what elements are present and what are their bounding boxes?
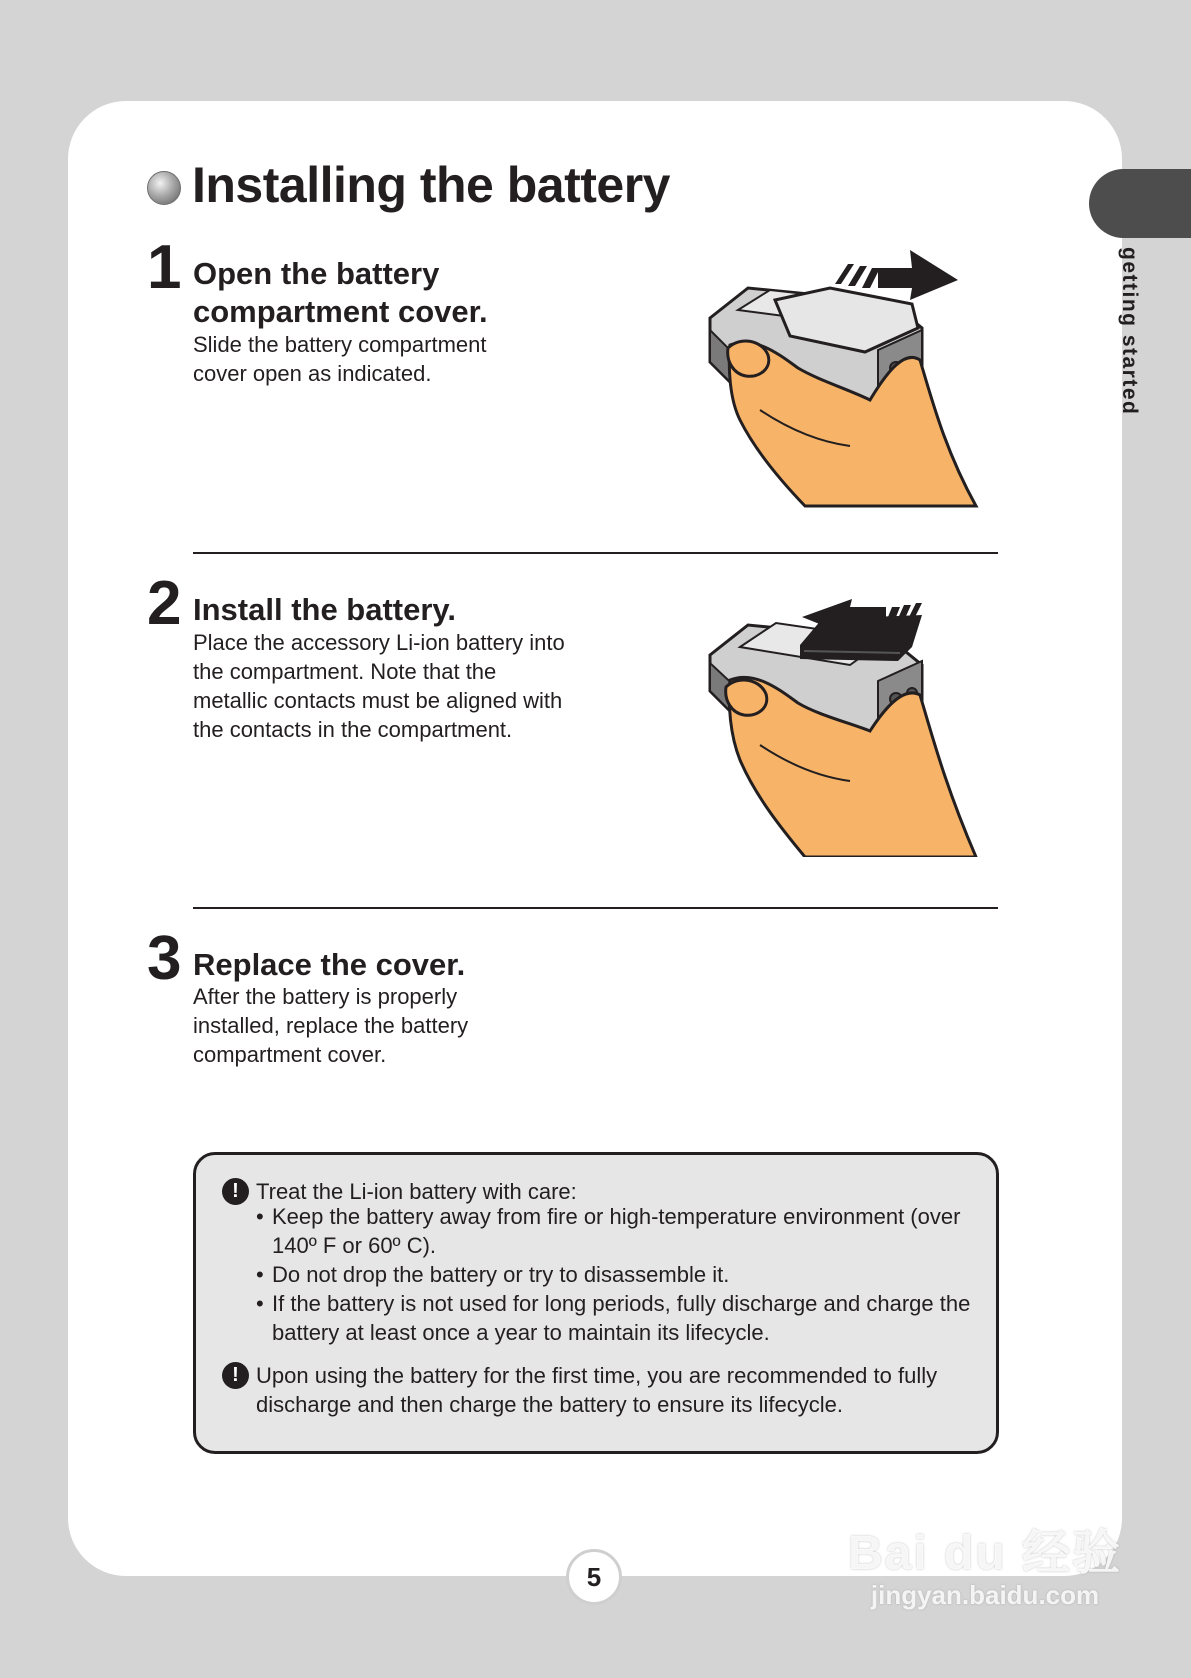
caution-note-2: Upon using the battery for the first time, you are recommended to fully discharge and then charge the battery to ensure its lifecycle. <box>256 1363 938 1417</box>
caution-note-1: Treat the Li-ion battery with care: <box>256 1179 577 1204</box>
step-1-number: 1 <box>147 233 182 302</box>
step-2-heading: Install the battery. <box>193 592 456 627</box>
step-3-body: After the battery is properly installed, replace the battery compartment cover. <box>193 984 469 1067</box>
watermark-url: jingyan.baidu.com <box>870 1580 1100 1610</box>
caution-bullet-list <box>256 1202 976 1347</box>
step-1-heading <box>193 255 488 331</box>
step-2-body: Place the accessory Li-ion battery into the compartment. Note that the metallic contacts must be aligned with the contacts in the compartment. <box>193 630 565 742</box>
warning-icon: ! <box>222 1362 249 1389</box>
step-3-number: 3 <box>147 924 182 993</box>
page-title: Installing the battery <box>192 157 670 213</box>
caution-bullet: • If the battery is not used for long periods, fully discharge and charge the battery at least once a year to maintain its lifecycle. <box>256 1289 976 1347</box>
step-1-heading-line1: Open the battery <box>193 256 440 291</box>
section-tab <box>1089 169 1191 238</box>
caution-box <box>193 1152 999 1454</box>
step-divider-1 <box>193 552 998 554</box>
step-1-heading-line2: compartment cover. <box>193 294 488 329</box>
page-number: 5 <box>566 1549 622 1605</box>
watermark <box>845 1528 1125 1618</box>
step-3-heading: Replace the cover. <box>193 947 466 982</box>
caution-bullet: • Do not drop the battery or try to disassemble it. <box>256 1260 976 1289</box>
step-2-number: 2 <box>147 569 182 638</box>
open-cover-illustration <box>700 250 980 512</box>
title-bullet-icon <box>147 171 181 205</box>
caution-bullet: • Keep the battery away from fire or high-temperature environment (over 140º F or 60º C). <box>256 1202 976 1260</box>
section-tab-label: getting started <box>1118 247 1141 416</box>
watermark-brand: Bai du 经验 <box>847 1527 1122 1580</box>
step-1-body: Slide the battery compartment cover open as indicated. <box>193 332 487 386</box>
step-divider-2 <box>193 907 998 909</box>
warning-icon: ! <box>222 1178 249 1205</box>
install-battery-illustration <box>700 595 980 857</box>
